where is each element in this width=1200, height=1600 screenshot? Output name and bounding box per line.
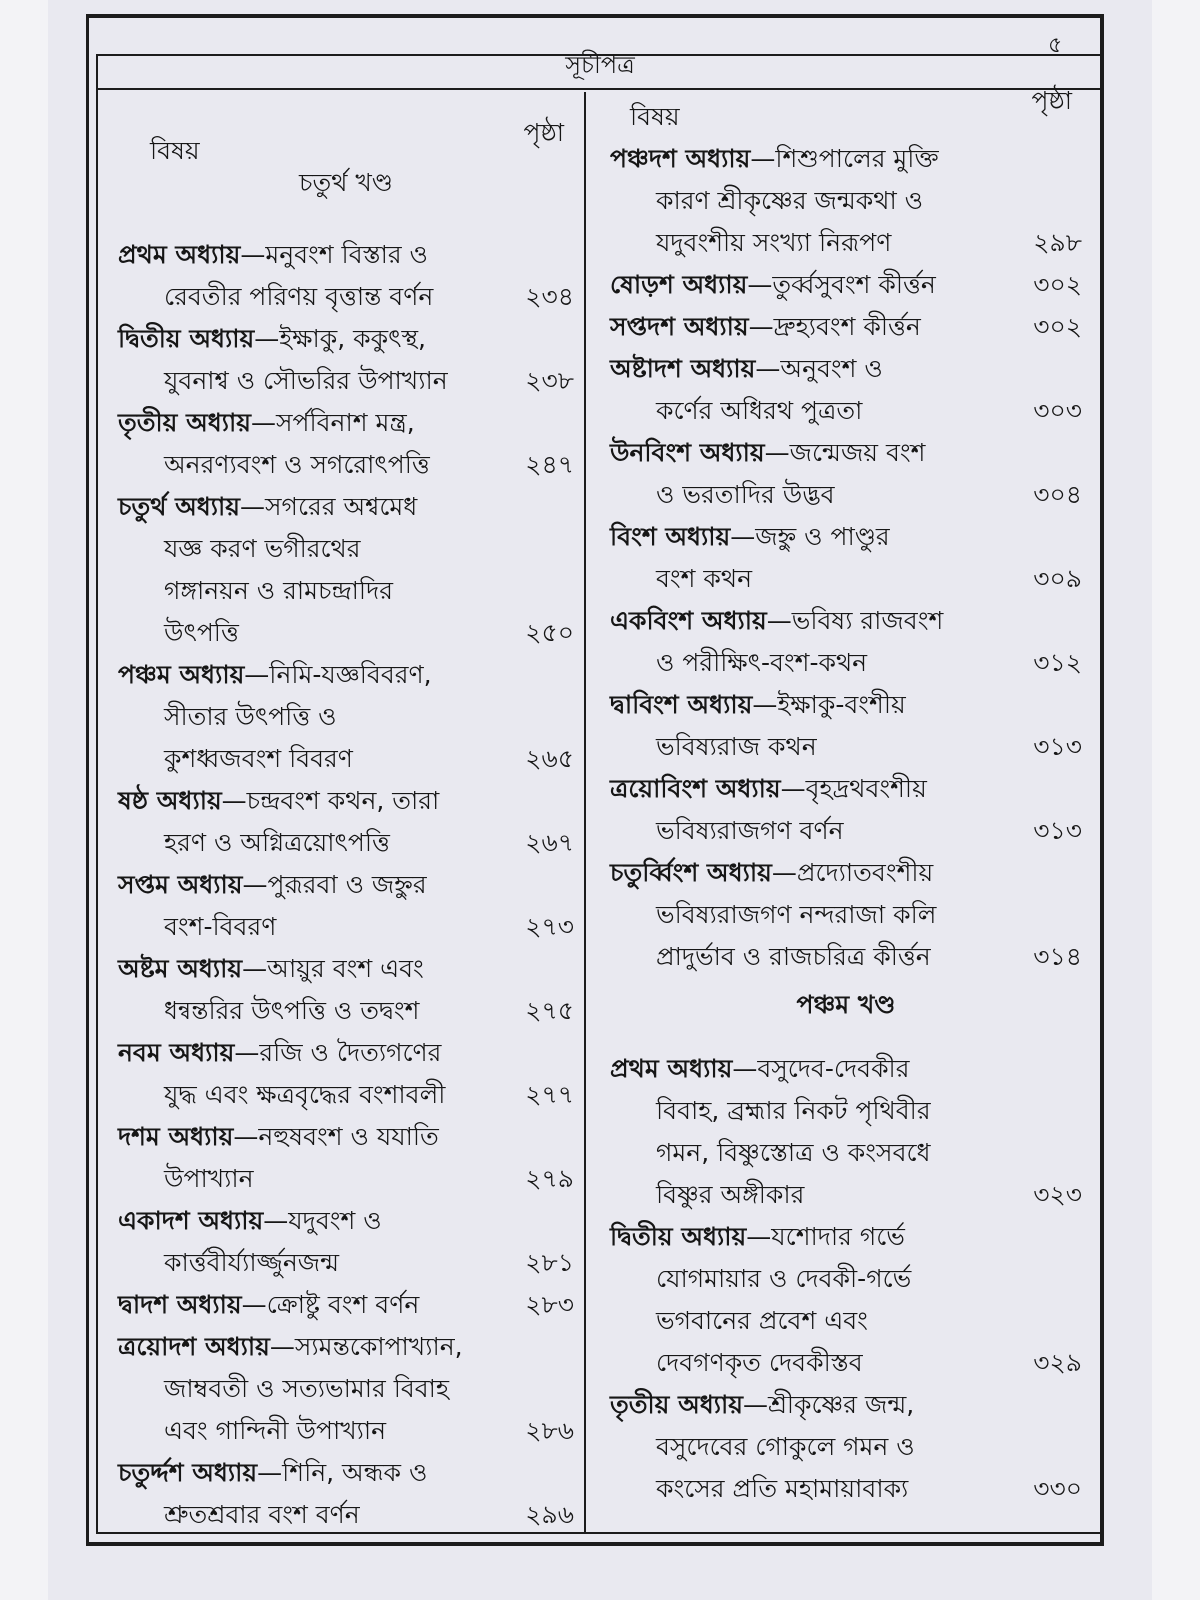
chapter-description: —মনুবংশ বিস্তার ও: [240, 240, 428, 269]
toc-entry-line: [610, 600, 1082, 642]
chapter-description: —চন্দ্রবংশ কথন, তারা: [221, 786, 440, 815]
chapter-label: একবিংশ অধ্যায়: [610, 606, 767, 635]
toc-entry-text: [610, 810, 844, 852]
page-ref: ২৯৮: [1033, 228, 1082, 257]
toc-entry-text: [610, 1342, 863, 1384]
toc-entry-line: [610, 264, 1082, 306]
toc-entry-line: [118, 1284, 574, 1326]
toc-entry-line: [118, 1410, 574, 1452]
toc-entry-text: [610, 768, 927, 810]
chapter-label: দ্বাবিংশ অধ্যায়: [610, 690, 753, 719]
chapter-description: —স্যমন্তকোপাখ্যান,: [269, 1332, 463, 1361]
subject-header: বিষয়: [630, 102, 680, 131]
toc-entry-text: [610, 390, 862, 432]
subject-header: বিষয়: [150, 136, 200, 165]
toc-entry-line: [610, 222, 1082, 264]
chapter-label: সপ্তম অধ্যায়: [118, 870, 243, 899]
toc-entry-text: [118, 1368, 449, 1410]
page-title: সূচীপত্র: [565, 51, 635, 79]
chapter-description: —আয়ুর বংশ এবং: [242, 954, 424, 983]
page-header: পৃষ্ঠা: [1031, 86, 1072, 115]
chapter-description: জাম্ববতী ও সত্যভামার বিবাহ: [164, 1374, 450, 1403]
chapter-description: ও ভরতাদির উদ্ভব: [656, 480, 835, 509]
chapter-description: কারণ শ্রীকৃষ্ণের জন্মকথা ও: [656, 186, 924, 215]
toc-entry-line: [118, 402, 574, 444]
toc-entry-line: [610, 1132, 1082, 1174]
chapter-description: কুশধ্বজবংশ বিবরণ: [164, 744, 353, 773]
title-divider: [96, 88, 1102, 90]
toc-entry-text: [118, 1494, 360, 1536]
toc-entry-text: [610, 1300, 868, 1342]
chapter-description: অনরণ্যবংশ ও সগরোৎপত্তি: [164, 450, 430, 479]
chapter-description: যদুবংশীয় সংখ্যা নিরূপণ: [656, 228, 892, 257]
toc-entry-line: [610, 768, 1082, 810]
page-ref: ৩৩০: [1033, 1474, 1082, 1503]
toc-entry-text: [118, 1116, 439, 1158]
chapter-description: —যশোদার গর্ভে: [746, 1222, 905, 1251]
chapter-label: দ্বাদশ অধ্যায়: [118, 1290, 242, 1319]
chapter-label: তৃতীয় অধ্যায়: [118, 408, 251, 437]
toc-entry-text: [118, 780, 439, 822]
toc-entry: [118, 948, 574, 1032]
chapter-description: বিবাহ, ব্রহ্মার নিকট পৃথিবীর: [656, 1096, 931, 1125]
chapter-description: —নহুষবংশ ও যযাতি: [233, 1122, 439, 1151]
chapter-description: প্রাদুর্ভাব ও রাজচরিত্র কীর্ত্তন: [656, 942, 931, 971]
toc-entry-text: [610, 1090, 931, 1132]
section-heading: চতুর্থ খণ্ড: [298, 168, 393, 197]
toc-entry-text: [118, 570, 393, 612]
toc-entry-text: [118, 1032, 441, 1074]
toc-entry: [118, 1326, 574, 1452]
page-ref: ৩০৯: [1033, 564, 1082, 593]
toc-entry-line: [610, 726, 1082, 768]
toc-entry-text: [610, 1216, 905, 1258]
toc-entry-text: [118, 1284, 419, 1326]
chapter-description: —যদুবংশ ও: [263, 1206, 382, 1235]
chapter-description: —শ্রীকৃষ্ণের জন্ম,: [743, 1390, 915, 1419]
toc-entry-line: [118, 1116, 574, 1158]
toc-entry-line: [118, 990, 574, 1032]
toc-entry: [610, 1216, 1082, 1384]
page-ref: ৩০৪: [1033, 480, 1082, 509]
toc-entry-line: [118, 654, 574, 696]
toc-entry-line: [610, 306, 1082, 348]
toc-entry-text: [610, 306, 921, 348]
toc-entry-text: [610, 1132, 931, 1174]
toc-entry-text: [610, 1258, 911, 1300]
toc-entry: [118, 318, 574, 402]
toc-entry-line: [610, 348, 1082, 390]
chapter-label: সপ্তদশ অধ্যায়: [610, 312, 749, 341]
chapter-description: যজ্ঞ করণ ভগীরথের: [164, 534, 361, 563]
chapter-description: বসুদেবের গোকুলে গমন ও: [656, 1432, 915, 1461]
chapter-label: ত্রয়োবিংশ অধ্যায়: [610, 774, 781, 803]
toc-entry-text: [118, 654, 432, 696]
toc-entry-text: [118, 360, 448, 402]
chapter-description: যোগমায়ার ও দেবকী-গর্ভে: [656, 1264, 912, 1293]
page-ref: ২৮১: [525, 1248, 574, 1277]
toc-entry: [118, 1116, 574, 1200]
toc-entry-text: [610, 894, 936, 936]
toc-entry-text: [118, 948, 424, 990]
toc-entry-text: [610, 180, 923, 222]
chapter-description: ভবিষ্যরাজ কথন: [656, 732, 817, 761]
page-ref: ৩১৪: [1033, 942, 1082, 971]
toc-entry-line: [118, 1200, 574, 1242]
toc-entry-line: [610, 516, 1082, 558]
toc-entry-line: [610, 390, 1082, 432]
toc-entry-text: [118, 696, 337, 738]
toc-entry-line: [118, 570, 574, 612]
chapter-label: প্রথম অধ্যায়: [610, 1054, 733, 1083]
chapter-description: কংসের প্রতি মহামায়াবাক্য: [656, 1474, 909, 1503]
toc-entry: [118, 654, 574, 780]
toc-entry-text: [118, 1452, 427, 1494]
chapter-label: উনবিংশ অধ্যায়: [610, 438, 765, 467]
chapter-description: —অনুবংশ ও: [755, 354, 883, 383]
page-ref: ২৭৯: [525, 1164, 574, 1193]
chapter-description: উপাখ্যান: [164, 1164, 254, 1193]
toc-entry-line: [118, 738, 574, 780]
toc-entry-line: [610, 432, 1082, 474]
page-ref: ৩০২: [1033, 270, 1082, 299]
toc-entry-line: [610, 180, 1082, 222]
column-divider: [584, 92, 586, 1532]
toc-entry-line: [118, 318, 574, 360]
toc-entry-text: [610, 1468, 908, 1510]
chapter-description: —ভবিষ্য রাজবংশ: [766, 606, 944, 635]
toc-entry-line: [610, 1384, 1082, 1426]
chapter-label: একাদশ অধ্যায়: [118, 1206, 264, 1235]
toc-entry: [118, 864, 574, 948]
toc-entry-line: [118, 1452, 574, 1494]
toc-entry: [118, 1200, 574, 1284]
chapter-label: বিংশ অধ্যায়: [610, 522, 731, 551]
toc-entry-line: [610, 684, 1082, 726]
toc-entry: [610, 432, 1082, 516]
toc-entries: [118, 234, 574, 1536]
chapter-label: নবম অধ্যায়: [118, 1038, 235, 1067]
toc-entry: [118, 486, 574, 654]
chapter-description: হরণ ও অগ্নিত্রয়োৎপত্তি: [164, 828, 390, 857]
chapter-description: —শিশুপালের মুক্তি: [750, 144, 939, 173]
toc-entry-line: [118, 528, 574, 570]
toc-entry-text: [118, 1410, 386, 1452]
toc-column-right: [610, 86, 1082, 1510]
chapter-description: —জহ্নু ও পাণ্ডুর: [730, 522, 890, 551]
chapter-description: —পুরূরবা ও জহ্নুর: [242, 870, 427, 899]
chapter-description: —বসুদেব-দেবকীর: [732, 1054, 910, 1083]
toc-entry-text: [118, 486, 417, 528]
chapter-description: —শিনি, অন্ধক ও: [257, 1458, 428, 1487]
toc-entry: [610, 1384, 1082, 1510]
toc-entry-line: [118, 696, 574, 738]
chapter-description: কার্ত্তবীর্য্যার্জ্জুনজন্ম: [164, 1248, 340, 1277]
page-ref: ২৫০: [525, 618, 574, 647]
chapter-label: পঞ্চদশ অধ্যায়: [610, 144, 751, 173]
page-ref: ২৭৩: [525, 912, 574, 941]
toc-entry-text: [610, 348, 883, 390]
toc-entry: [610, 516, 1082, 600]
toc-entry-text: [610, 852, 933, 894]
toc-entry-line: [610, 642, 1082, 684]
page-ref: ২৭৫: [525, 996, 574, 1025]
toc-entry: [610, 306, 1082, 348]
toc-entry: [610, 852, 1082, 978]
page-ref: ৩১৩: [1033, 816, 1082, 845]
toc-entry-line: [610, 1342, 1082, 1384]
toc-entry-text: [118, 864, 427, 906]
toc-entry-line: [118, 864, 574, 906]
toc-entry-text: [118, 1242, 339, 1284]
page-ref: ৩১২: [1033, 648, 1082, 677]
page-ref: ২৬৭: [525, 828, 574, 857]
page-ref: ৩২৩: [1033, 1180, 1082, 1209]
toc-entry: [610, 768, 1082, 852]
chapter-description: ভবিষ্যরাজগণ নন্দরাজা কলি: [656, 900, 937, 929]
toc-entry-line: [118, 906, 574, 948]
toc-entry-line: [610, 810, 1082, 852]
toc-entry-line: [118, 486, 574, 528]
chapter-label: চতুর্দ্দশ অধ্যায়: [118, 1458, 258, 1487]
toc-entry-text: [610, 432, 925, 474]
toc-entry-line: [610, 474, 1082, 516]
toc-entry: [610, 1048, 1082, 1216]
toc-entry-text: [610, 474, 835, 516]
section-heading: পঞ্চম খণ্ড: [796, 990, 896, 1019]
chapter-description: রেবতীর পরিণয় বৃত্তান্ত বর্ণন: [164, 282, 434, 311]
chapter-label: অষ্টম অধ্যায়: [118, 954, 243, 983]
page-ref: ২৮৬: [525, 1416, 574, 1445]
toc-entry-line: [118, 1494, 574, 1536]
toc-entry-line: [118, 948, 574, 990]
toc-entry-line: [610, 894, 1082, 936]
toc-entry: [118, 780, 574, 864]
toc-entry-line: [118, 444, 574, 486]
toc-entry-text: [118, 1158, 254, 1200]
chapter-description: —নিমি-যজ্ঞবিবরণ,: [244, 660, 432, 689]
page-header: পৃষ্ঠা: [523, 118, 564, 147]
toc-entry-line: [610, 1300, 1082, 1342]
toc-entry: [118, 1284, 574, 1326]
toc-entry-line: [610, 138, 1082, 180]
toc-entry-text: [118, 234, 428, 276]
chapter-label: দ্বিতীয় অধ্যায়: [610, 1222, 747, 1251]
toc-entry: [118, 1452, 574, 1536]
toc-entry-line: [118, 1326, 574, 1368]
toc-entry-text: [118, 276, 433, 318]
toc-entry-line: [610, 852, 1082, 894]
toc-entry-line: [610, 1468, 1082, 1510]
chapter-description: বিষ্ণুর অঙ্গীকার: [656, 1180, 805, 1209]
chapter-label: প্রথম অধ্যায়: [118, 240, 241, 269]
chapter-description: —ইক্ষাকু, ককুৎস্থ,: [254, 324, 426, 353]
page-ref: ২৪৭: [525, 450, 574, 479]
page-ref: ৩০৩: [1033, 396, 1082, 425]
chapter-description: —প্রদ্যোতবংশীয়: [771, 858, 934, 887]
chapter-description: —তুর্ব্বসুবংশ কীর্ত্তন: [747, 270, 936, 299]
toc-entry-text: [118, 1074, 445, 1116]
toc-entry-text: [118, 822, 390, 864]
page-ref: ৩১৩: [1033, 732, 1082, 761]
toc-entry-text: [118, 1200, 382, 1242]
page-ref: ২৩৮: [525, 366, 574, 395]
chapter-label: পঞ্চম অধ্যায়: [118, 660, 245, 689]
toc-entry: [610, 600, 1082, 684]
toc-entry-line: [118, 1158, 574, 1200]
toc-entry-line: [118, 612, 574, 654]
toc-entry-line: [118, 234, 574, 276]
page-ref: ২৮৩: [525, 1290, 574, 1319]
toc-entry-text: [610, 936, 931, 978]
toc-entry-text: [118, 318, 426, 360]
toc-entry-text: [118, 528, 361, 570]
chapter-description: এবং গান্দিনী উপাখ্যান: [164, 1416, 387, 1445]
toc-entry-line: [118, 780, 574, 822]
page-ref: ২৬৫: [525, 744, 574, 773]
chapter-label: চতুর্ব্বিংশ অধ্যায়: [610, 858, 772, 887]
chapter-description: —বৃহদ্রথবংশীয়: [780, 774, 927, 803]
toc-entry-text: [610, 264, 936, 306]
toc-entry-text: [118, 612, 239, 654]
toc-entry: [118, 1032, 574, 1116]
toc-entry-text: [610, 222, 891, 264]
chapter-description: ভবিষ্যরাজগণ বর্ণন: [656, 816, 844, 845]
chapter-description: ও পরীক্ষিৎ-বংশ-কথন: [656, 648, 868, 677]
toc-entry-text: [610, 726, 817, 768]
chapter-description: বংশ কথন: [656, 564, 753, 593]
page-number: ৫: [1048, 33, 1063, 58]
toc-entry-text: [610, 1384, 914, 1426]
chapter-description: সীতার উৎপত্তি ও: [164, 702, 337, 731]
column-header: [610, 86, 1082, 138]
toc-entry-text: [610, 642, 867, 684]
toc-entry-text: [610, 558, 752, 600]
chapter-description: উৎপত্তি: [164, 618, 239, 647]
toc-entry-text: [118, 1326, 463, 1368]
chapter-description: গঙ্গানয়ন ও রামচন্দ্রাদির: [164, 576, 393, 605]
toc-entry-line: [610, 1216, 1082, 1258]
chapter-description: দেবগণকৃত দেবকীস্তব: [656, 1348, 863, 1377]
toc-entry-text: [610, 600, 943, 642]
toc-entry-line: [610, 1090, 1082, 1132]
chapter-description: —জন্মেজয় বংশ: [764, 438, 926, 467]
toc-entry-line: [610, 936, 1082, 978]
chapter-description: —সগরের অশ্বমেধ: [240, 492, 418, 521]
toc-entry: [610, 138, 1082, 264]
toc-entry: [610, 684, 1082, 768]
chapter-description: ভগবানের প্রবেশ এবং: [656, 1306, 868, 1335]
chapter-label: দশম অধ্যায়: [118, 1122, 234, 1151]
chapter-description: —রজি ও দৈত্যগণের: [234, 1038, 442, 1067]
toc-entry-line: [118, 1368, 574, 1410]
page-ref: ৩০২: [1033, 312, 1082, 341]
toc-entry-line: [610, 1048, 1082, 1090]
toc-entries: [610, 138, 1082, 1510]
toc-entry-text: [118, 402, 415, 444]
chapter-description: —ইক্ষাকু-বংশীয়: [752, 690, 906, 719]
chapter-description: —সর্পবিনাশ মন্ত্র,: [251, 408, 415, 437]
toc-entry-line: [118, 360, 574, 402]
toc-entry-text: [610, 1048, 909, 1090]
toc-entry: [610, 264, 1082, 306]
page-ref: ২৯৬: [525, 1500, 574, 1529]
chapter-description: যুদ্ধ এবং ক্ষত্রবৃদ্ধের বংশাবলী: [164, 1080, 446, 1109]
toc-entry-line: [610, 1258, 1082, 1300]
toc-entry-line: [118, 276, 574, 318]
toc-column-left: [118, 112, 574, 1536]
toc-entry-line: [610, 558, 1082, 600]
chapter-label: চতুর্থ অধ্যায়: [118, 492, 241, 521]
toc-entry-line: [118, 1032, 574, 1074]
toc-entry-line: [118, 822, 574, 864]
chapter-label: ষষ্ঠ অধ্যায়: [118, 786, 222, 815]
chapter-label: তৃতীয় অধ্যায়: [610, 1390, 743, 1419]
page-ref: ২৩৪: [525, 282, 574, 311]
toc-entry-line: [118, 1242, 574, 1284]
chapter-description: —ক্রোষ্টু বংশ বর্ণন: [241, 1290, 420, 1319]
toc-entry-text: [118, 990, 419, 1032]
toc-entry-text: [610, 516, 890, 558]
chapter-description: —দ্রুহ্যবংশ কীর্ত্তন: [748, 312, 921, 341]
chapter-description: শ্রুতশ্রবার বংশ বর্ণন: [164, 1500, 360, 1529]
chapter-description: ধন্বন্তরির উৎপত্তি ও তদ্বংশ: [164, 996, 420, 1025]
chapter-description: কর্ণের অধিরথ পুত্রতা: [656, 396, 863, 425]
chapter-label: ত্রয়োদশ অধ্যায়: [118, 1332, 270, 1361]
toc-entry-text: [610, 1426, 915, 1468]
toc-entry: [610, 348, 1082, 432]
chapter-description: যুবনাশ্ব ও সৌভরির উপাখ্যান: [164, 366, 448, 395]
toc-entry-line: [610, 1174, 1082, 1216]
toc-entry-line: [610, 1426, 1082, 1468]
toc-entry: [118, 234, 574, 318]
toc-entry-text: [610, 138, 939, 180]
page-ref: ২৭৭: [525, 1080, 574, 1109]
chapter-description: গমন, বিষ্ণুস্তোত্র ও কংসবধে: [656, 1138, 931, 1167]
toc-entry-text: [118, 444, 430, 486]
toc-entry-text: [610, 684, 906, 726]
chapter-label: ষোড়শ অধ্যায়: [610, 270, 748, 299]
toc-entry-line: [118, 1074, 574, 1116]
toc-entry: [118, 402, 574, 486]
chapter-label: দ্বিতীয় অধ্যায়: [118, 324, 255, 353]
toc-entry-text: [610, 1174, 804, 1216]
chapter-label: অষ্টাদশ অধ্যায়: [610, 354, 756, 383]
toc-entry-text: [118, 906, 276, 948]
toc-entry-text: [118, 738, 353, 780]
page-ref: ৩২৯: [1033, 1348, 1082, 1377]
chapter-description: বংশ-বিবরণ: [164, 912, 277, 941]
